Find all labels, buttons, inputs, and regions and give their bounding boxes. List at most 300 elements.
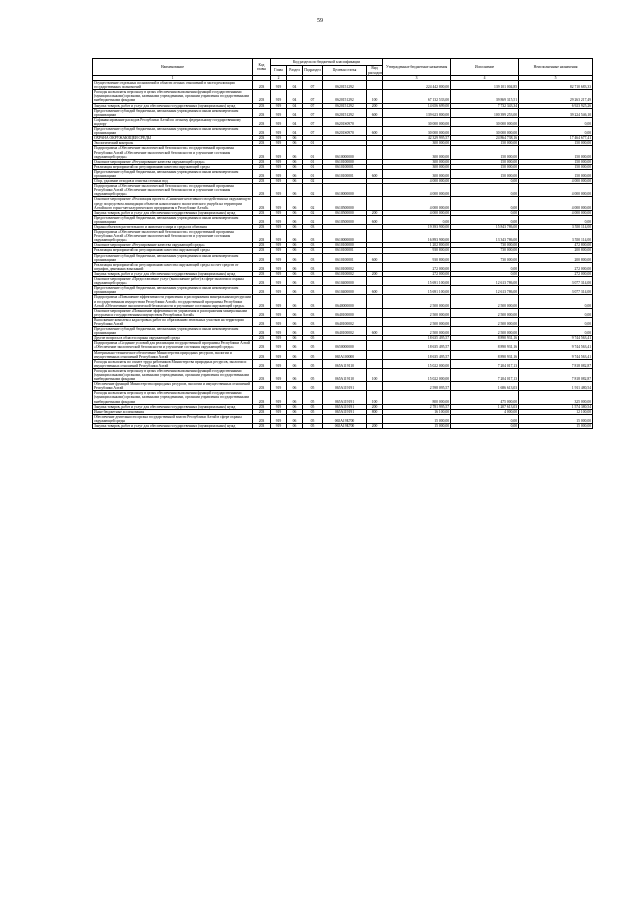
table-row: [93, 424, 593, 429]
row-approved: 224 442 800,00: [383, 81, 451, 90]
row-name: Подпрограмма «Обеспечение экологической безопасности» государственной программы Республики Алтай «Обеспечение экологической безопасности и улучшение состояния окружающей среды»: [93, 230, 253, 243]
column-index-cell: 1: [93, 76, 253, 81]
row-podrazdel: 03: [303, 308, 323, 317]
table-row: [93, 359, 593, 368]
row-name: Предоставление субсидий бюджетным, автономным учреждениям и иным некоммерческим организациям: [93, 215, 253, 224]
row-unexecuted: 3 077 314,00: [519, 277, 593, 286]
row-unexecuted: 3 550 114,00: [519, 225, 593, 230]
row-unexecuted: 325 000,00: [519, 391, 593, 404]
row-podrazdel: 05: [303, 341, 323, 350]
row-unexecuted: 4 000 000,00: [519, 179, 593, 184]
table-row: [93, 391, 593, 404]
row-name: Предоставление субсидий бюджетным, автономным учреждениям и иным некоммерческим организациям: [93, 108, 253, 117]
row-razdel: 06: [287, 359, 303, 368]
header-code: Код главы: [253, 59, 271, 76]
row-target-article: 0610100001: [323, 164, 367, 169]
row-razdel: 06: [287, 225, 303, 230]
row-unexecuted: 0,00: [519, 117, 593, 126]
table-row: [93, 414, 593, 423]
row-target-article: 065А119110: [323, 359, 367, 368]
row-name: Подпрограмма «Повышение эффективности управления и распоряжения минеральными ресурсами и государственным имуществом Республики Алтай» государственной программы Республики Алтай «Обеспечение экологической безопасности и улучшение состояния окружающей среды»: [94, 295, 251, 308]
row-approved: 272 000,00: [383, 271, 451, 276]
table-row: [93, 308, 593, 317]
row-chapter-code: 203: [253, 317, 271, 326]
row-glava: 919: [271, 262, 287, 271]
row-expense-type: 200: [367, 210, 383, 215]
row-razdel: 06: [287, 409, 303, 414]
row-expense-type: 200: [367, 424, 383, 429]
row-podrazdel: 07: [303, 81, 323, 90]
table-row: [93, 215, 593, 224]
row-razdel: 06: [287, 248, 303, 253]
budget-execution-table: [92, 58, 593, 429]
table-row: [93, 197, 593, 210]
row-glava: 919: [271, 404, 287, 409]
row-approved: 300 000,00: [383, 159, 451, 164]
row-chapter-code: 203: [253, 359, 271, 368]
row-executed: 7 204 017,13: [451, 359, 519, 368]
row-target-article: 0610100001: [323, 253, 367, 262]
row-razdel: 06: [287, 404, 303, 409]
table-row: [93, 253, 593, 262]
row-expense-type: 100: [367, 391, 383, 404]
row-name: Закупка товаров, работ и услуг для обеспечения государственных (муниципальных) нужд: [93, 103, 253, 108]
row-expense-type: 200: [367, 103, 383, 108]
row-target-article: 0640000000: [323, 295, 367, 308]
row-name: Закупка товаров, работ и услуг для обеспечения государственных (муниципальных) нужд: [93, 424, 253, 429]
row-target-article: 0620151292: [323, 103, 367, 108]
header-name: Наименование: [93, 59, 253, 76]
row-glava: 919: [271, 117, 287, 126]
row-podrazdel: 03: [303, 271, 323, 276]
row-target-article: 0640100002: [323, 317, 367, 326]
row-expense-type: 600: [367, 327, 383, 336]
row-executed: 4 000,00: [451, 409, 519, 414]
row-approved: 4 000 000,00: [383, 210, 451, 215]
row-target-article: 065А119191: [323, 404, 367, 409]
row-glava: 919: [271, 90, 287, 103]
row-executed: 150 000,00: [451, 159, 519, 164]
table-row: [93, 117, 593, 126]
row-razdel: 06: [287, 277, 303, 286]
row-executed: 0,00: [451, 197, 519, 210]
row-target-article: 0620151292: [323, 90, 367, 103]
row-unexecuted: 9 744 563,41: [519, 350, 593, 359]
row-expense-type: 200: [367, 271, 383, 276]
row-name: Другие вопросы в области охраны окружающей среды: [93, 336, 253, 341]
row-executed: 1 207 613,03: [451, 404, 519, 409]
row-target-article: 0650000000: [323, 341, 367, 350]
row-unexecuted: 4 000 000,00: [519, 197, 593, 210]
row-approved: 19 393 900,00: [383, 225, 451, 230]
row-podrazdel: 03: [303, 262, 323, 271]
row-target-article: 0610100001: [323, 169, 367, 178]
row-podrazdel: 03: [303, 317, 323, 326]
row-glava: 919: [271, 159, 287, 164]
row-approved: 2 500 000,00: [383, 295, 451, 308]
row-approved: 800 000,00: [383, 391, 451, 404]
row-name: ОХРАНА ОКРУЖАЮЩЕЙ СРЕДЫ: [93, 136, 253, 141]
header-podrazdel: Подраздел: [303, 66, 323, 76]
row-name: Выполнение комплекса кадастровых работ по образованию земельных участков на территории Республики Алтай: [93, 317, 253, 326]
row-name: Основное мероприятие «Предоставление услуг (выполнение работ) в сфере экологии и охраны окружающей среды»: [93, 277, 253, 286]
row-razdel: 06: [287, 308, 303, 317]
row-unexecuted: 17 464 677,41: [519, 136, 593, 141]
row-name: Расходы на выплаты персоналу в целях обеспечения выполнения функций государственными (муниципальными) органами, казенными учреждениями, органами управления государственными внебюджетными фондами: [93, 391, 253, 404]
row-razdel: 06: [287, 336, 303, 341]
row-expense-type: [367, 184, 383, 197]
row-target-article: 0610000000: [323, 146, 367, 159]
row-executed: 730 000,00: [451, 253, 519, 262]
row-podrazdel: 05: [303, 350, 323, 359]
row-unexecuted: 12 100,00: [519, 409, 593, 414]
row-razdel: 04: [287, 90, 303, 103]
row-razdel: 06: [287, 215, 303, 224]
row-approved: 272 000,00: [383, 262, 451, 271]
row-approved: 14 656 699,00: [383, 103, 451, 108]
row-razdel: 06: [287, 391, 303, 404]
row-executed: 39 869 315,51: [451, 90, 519, 103]
row-podrazdel: 01: [303, 159, 323, 164]
row-podrazdel: 07: [303, 90, 323, 103]
table-row: [93, 295, 593, 308]
row-expense-type: 200: [367, 404, 383, 409]
row-approved: 2 500 000,00: [383, 327, 451, 336]
row-unexecuted: 272 000,00: [519, 271, 593, 276]
row-unexecuted: 0,00: [519, 317, 593, 326]
row-approved: 67 132 533,00: [383, 90, 451, 103]
row-chapter-code: 203: [253, 81, 271, 90]
table-row: [93, 81, 593, 90]
row-approved: 300 000,00: [383, 146, 451, 159]
row-chapter-code: 203: [253, 103, 271, 108]
row-target-article: 0610000000: [323, 184, 367, 197]
row-chapter-code: 203: [253, 210, 271, 215]
row-name: Обеспечение функций Министерства природных ресурсов, экологии и имущественных отношений Республики Алтай: [93, 382, 253, 391]
row-podrazdel: 05: [303, 409, 323, 414]
row-glava: 919: [271, 197, 287, 210]
row-approved: 4 000 000,00: [383, 184, 451, 197]
row-approved: 930 800,00: [383, 248, 451, 253]
row-podrazdel: 03: [303, 253, 323, 262]
row-chapter-code: 203: [253, 248, 271, 253]
row-unexecuted: 29 263 217,49: [519, 90, 593, 103]
row-unexecuted: 6 923 925,26: [519, 103, 593, 108]
row-razdel: 06: [287, 414, 303, 423]
row-razdel: 04: [287, 81, 303, 90]
row-target-article: 0610100000: [323, 243, 367, 248]
row-executed: 150 000,00: [451, 164, 519, 169]
row-expense-type: 800: [367, 409, 383, 414]
row-glava: 919: [271, 225, 287, 230]
row-unexecuted: 150 000,00: [519, 169, 593, 178]
table-row: [93, 127, 593, 136]
row-glava: 919: [271, 243, 287, 248]
row-target-article: 065А119191: [323, 409, 367, 414]
row-name: Сбор, удаление отходов и очистка сточных вод: [93, 179, 253, 184]
row-chapter-code: 203: [253, 286, 271, 295]
row-expense-type: 600: [367, 253, 383, 262]
row-unexecuted: 4 000 000,00: [519, 184, 593, 197]
row-podrazdel: 03: [303, 230, 323, 243]
row-executed: 15 843 786,00: [451, 225, 519, 230]
row-podrazdel: 02: [303, 179, 323, 184]
row-approved: 15 000,00: [383, 424, 451, 429]
row-glava: 919: [271, 81, 287, 90]
table-row: [93, 262, 593, 271]
row-unexecuted: 0,00: [519, 327, 593, 336]
row-expense-type: 600: [367, 108, 383, 117]
row-name: Иные бюджетные ассигнования: [93, 409, 253, 414]
row-glava: 919: [271, 253, 287, 262]
row-target-article: 065А119191: [323, 391, 367, 404]
row-razdel: 06: [287, 136, 303, 141]
row-unexecuted: 200 800,00: [519, 248, 593, 253]
row-name: Предоставление субсидий бюджетным, автономным учреждениям и иным некоммерческим организациям: [93, 286, 253, 295]
row-razdel: 06: [287, 382, 303, 391]
row-razdel: 06: [287, 286, 303, 295]
row-glava: 919: [271, 210, 287, 215]
row-executed: 30 000 000,00: [451, 127, 519, 136]
row-chapter-code: 203: [253, 404, 271, 409]
row-razdel: 06: [287, 146, 303, 159]
row-podrazdel: 05: [303, 404, 323, 409]
row-unexecuted: 82 710 683,33: [519, 81, 593, 90]
row-podrazdel: 03: [303, 327, 323, 336]
row-glava: 919: [271, 336, 287, 341]
row-glava: 919: [271, 248, 287, 253]
row-podrazdel: 01: [303, 164, 323, 169]
row-name: Софинансирование расходов Республики Алтай по лесному федеральному государственному надзору: [93, 117, 253, 126]
row-name: Расходы на выплаты персоналу в целях обеспечения выполнения функций государственными (муниципальными) органами, казенными учреждениями, органами управления государственными внебюджетными фондами: [93, 368, 253, 381]
row-chapter-code: 203: [253, 164, 271, 169]
row-razdel: 06: [287, 271, 303, 276]
row-glava: 919: [271, 103, 287, 108]
row-chapter-code: 203: [253, 308, 271, 317]
row-chapter-code: 203: [253, 277, 271, 286]
row-chapter-code: 203: [253, 117, 271, 126]
row-name: Обеспечение деятельности органа государственной власти Республики Алтай в сфере охраны окружающей среды: [93, 414, 253, 423]
row-name: Закупка товаров, работ и услуг для обеспечения государственных (муниципальных) нужд: [93, 210, 253, 215]
row-executed: 1 686 613,03: [451, 382, 519, 391]
row-approved: 2 500 000,00: [383, 317, 451, 326]
row-chapter-code: 203: [253, 341, 271, 350]
row-chapter-code: 203: [253, 225, 271, 230]
row-chapter-code: 203: [253, 169, 271, 178]
row-name: Основное мероприятие «Регулирование качества окружающей среды»: [93, 159, 253, 164]
row-executed: 7 204 017,13: [451, 368, 519, 381]
row-expense-type: [367, 350, 383, 359]
row-approved: 1 202 800,00: [383, 243, 451, 248]
row-podrazdel: 07: [303, 127, 323, 136]
row-approved: 15 691 100,00: [383, 277, 451, 286]
row-chapter-code: 203: [253, 184, 271, 197]
row-executed: 100 399 253,00: [451, 108, 519, 117]
row-glava: 919: [271, 164, 287, 169]
row-target-article: 0610000000: [323, 230, 367, 243]
table-row: [93, 230, 593, 243]
row-chapter-code: 203: [253, 368, 271, 381]
row-expense-type: [367, 81, 383, 90]
table-row: [93, 146, 593, 159]
column-index-cell: 3: [383, 76, 451, 81]
row-expense-type: [367, 295, 383, 308]
row-glava: 919: [271, 368, 287, 381]
row-podrazdel: 05: [303, 359, 323, 368]
row-chapter-code: 203: [253, 159, 271, 164]
table-row: [93, 286, 593, 295]
row-chapter-code: 203: [253, 262, 271, 271]
row-target-article: 06201S0970: [323, 127, 367, 136]
row-unexecuted: 1 911 480,54: [519, 382, 593, 391]
row-approved: 16 100,00: [383, 409, 451, 414]
row-target-article: 0610500000: [323, 215, 367, 224]
header-approved: Утвержденные бюджетные назначения: [383, 59, 451, 76]
row-executed: 2 500 000,00: [451, 317, 519, 326]
row-razdel: 06: [287, 179, 303, 184]
row-podrazdel: 05: [303, 391, 323, 404]
row-approved: 16 893 900,00: [383, 230, 451, 243]
row-name: Основное мероприятие «Регулирование качества окружающей среды»: [93, 243, 253, 248]
table-row: [93, 184, 593, 197]
row-chapter-code: 203: [253, 391, 271, 404]
row-target-article: 065А100000: [323, 350, 367, 359]
row-name: Предоставление субсидий бюджетным, автономным учреждениям и иным некоммерческим организациям: [93, 169, 253, 178]
row-executed: 2 500 000,00: [451, 308, 519, 317]
row-razdel: 06: [287, 164, 303, 169]
row-target-article: 0640100000: [323, 308, 367, 317]
row-glava: 919: [271, 146, 287, 159]
row-executed: 12 613 786,00: [451, 286, 519, 295]
column-index-cell: 5: [519, 76, 593, 81]
table-row: [93, 108, 593, 117]
row-expense-type: [367, 308, 383, 317]
row-glava: 919: [271, 327, 287, 336]
row-chapter-code: 203: [253, 197, 271, 210]
row-razdel: 04: [287, 103, 303, 108]
row-expense-type: [367, 262, 383, 271]
row-podrazdel: 02: [303, 184, 323, 197]
row-name: Подпрограмма «Обеспечение экологической безопасности» государственной программы Республики Алтай «Обеспечение экологической безопасности и улучшение состояния окружающей среды»: [93, 146, 253, 159]
row-razdel: 06: [287, 317, 303, 326]
row-glava: 919: [271, 271, 287, 276]
row-glava: 919: [271, 141, 287, 146]
row-unexecuted: 1 574 380,54: [519, 404, 593, 409]
row-expense-type: 600: [367, 127, 383, 136]
row-executed: 0,00: [451, 215, 519, 224]
row-chapter-code: 203: [253, 409, 271, 414]
row-glava: 919: [271, 286, 287, 295]
row-executed: 7 732 343,34: [451, 103, 519, 108]
row-unexecuted: 4 000 000,00: [519, 210, 593, 215]
row-unexecuted: 7 818 082,87: [519, 368, 593, 381]
table-row: [93, 317, 593, 326]
row-executed: 12 613 786,00: [451, 277, 519, 286]
row-glava: 919: [271, 169, 287, 178]
row-podrazdel: 07: [303, 117, 323, 126]
row-glava: 919: [271, 414, 287, 423]
row-expense-type: 100: [367, 368, 383, 381]
row-glava: 919: [271, 184, 287, 197]
row-glava: 919: [271, 295, 287, 308]
row-chapter-code: 203: [253, 253, 271, 262]
row-podrazdel: 03: [303, 225, 323, 230]
row-razdel: 06: [287, 368, 303, 381]
row-name: Закупка товаров, работ и услуг для обеспечения государственных (муниципальных) нужд: [93, 271, 253, 276]
row-approved: 2 500 000,00: [383, 308, 451, 317]
row-razdel: 06: [287, 159, 303, 164]
row-approved: 42 329 995,57: [383, 136, 451, 141]
row-razdel: 06: [287, 262, 303, 271]
row-unexecuted: 150 000,00: [519, 164, 593, 169]
row-executed: 475 000,00: [451, 391, 519, 404]
row-approved: 15 000,00: [383, 414, 451, 423]
row-name: Экологический контроль: [93, 141, 253, 146]
table-row: [93, 350, 593, 359]
table-row: [93, 382, 593, 391]
row-podrazdel: 07: [303, 103, 323, 108]
header-executed: Исполнение: [451, 59, 519, 76]
column-index-cell: 4: [451, 76, 519, 81]
row-executed: 0,00: [451, 414, 519, 423]
row-approved: 4 000 000,00: [383, 179, 451, 184]
header-unexecuted: Неисполненные назначения: [519, 59, 593, 76]
row-approved: 30 000 000,00: [383, 117, 451, 126]
row-executed: 30 000 000,00: [451, 117, 519, 126]
row-approved: 930 800,00: [383, 253, 451, 262]
row-name: Закупка товаров, работ и услуг для обеспечения государственных (муниципальных) нужд: [93, 404, 253, 409]
row-razdel: 06: [287, 169, 303, 178]
row-unexecuted: 15 000,00: [519, 414, 593, 423]
row-expense-type: [367, 117, 383, 126]
row-name: Реализация мероприятий по регулированию качества окружающей среды за счет средств от штрафов, денежных взысканий: [93, 262, 253, 271]
row-razdel: 06: [287, 184, 303, 197]
row-approved: 300 000,00: [383, 141, 451, 146]
row-unexecuted: 15 000,00: [519, 424, 593, 429]
row-name: Реализация мероприятий по регулированию качества окружающей среды: [93, 164, 253, 169]
row-name: Основное мероприятие «Реализация проекта «Снижение негативного воздействия на окружающую среду посредством ликвидации объектов накопленного экологического ущерба на территории Алтайского горно-металлургического предприятия в Республике Алтай»: [94, 197, 251, 210]
row-razdel: 06: [287, 230, 303, 243]
row-expense-type: [367, 382, 383, 391]
row-glava: 919: [271, 350, 287, 359]
row-executed: 13 343 786,00: [451, 230, 519, 243]
row-name: Подпрограмма «Обеспечение экологической безопасности» государственной программы Республики Алтай «Обеспечение экологической безопасности и улучшение состояния окружающей среды»: [93, 184, 253, 197]
row-podrazdel: 02: [303, 215, 323, 224]
column-index-cell: 2: [271, 76, 287, 81]
row-executed: 0,00: [451, 271, 519, 276]
row-unexecuted: 3 550 114,00: [519, 230, 593, 243]
row-podrazdel: 05: [303, 368, 323, 381]
table-row: [93, 90, 593, 103]
row-razdel: 04: [287, 127, 303, 136]
row-podrazdel: 05: [303, 382, 323, 391]
row-executed: 150 000,00: [451, 141, 519, 146]
row-podrazdel: 01: [303, 141, 323, 146]
row-name: Осуществление отдельных полномочий в области лесных отношений в части реализации государственных полномочий: [93, 81, 253, 90]
row-name: Подпрограмма «Создание условий для реализации государственной программы Республики Алтай «Обеспечение экологической безопасности и улучшение состояния окружающей среды»: [93, 341, 253, 350]
row-target-article: 0610100002: [323, 262, 367, 271]
row-podrazdel: 07: [303, 108, 323, 117]
row-target-article: 0640100002: [323, 327, 367, 336]
row-unexecuted: 0,00: [519, 295, 593, 308]
row-expense-type: 600: [367, 215, 383, 224]
row-executed: 150 000,00: [451, 146, 519, 159]
row-executed: 0,00: [451, 184, 519, 197]
row-razdel: 06: [287, 350, 303, 359]
row-chapter-code: 203: [253, 382, 271, 391]
row-expense-type: [367, 359, 383, 368]
row-chapter-code: 203: [253, 90, 271, 103]
